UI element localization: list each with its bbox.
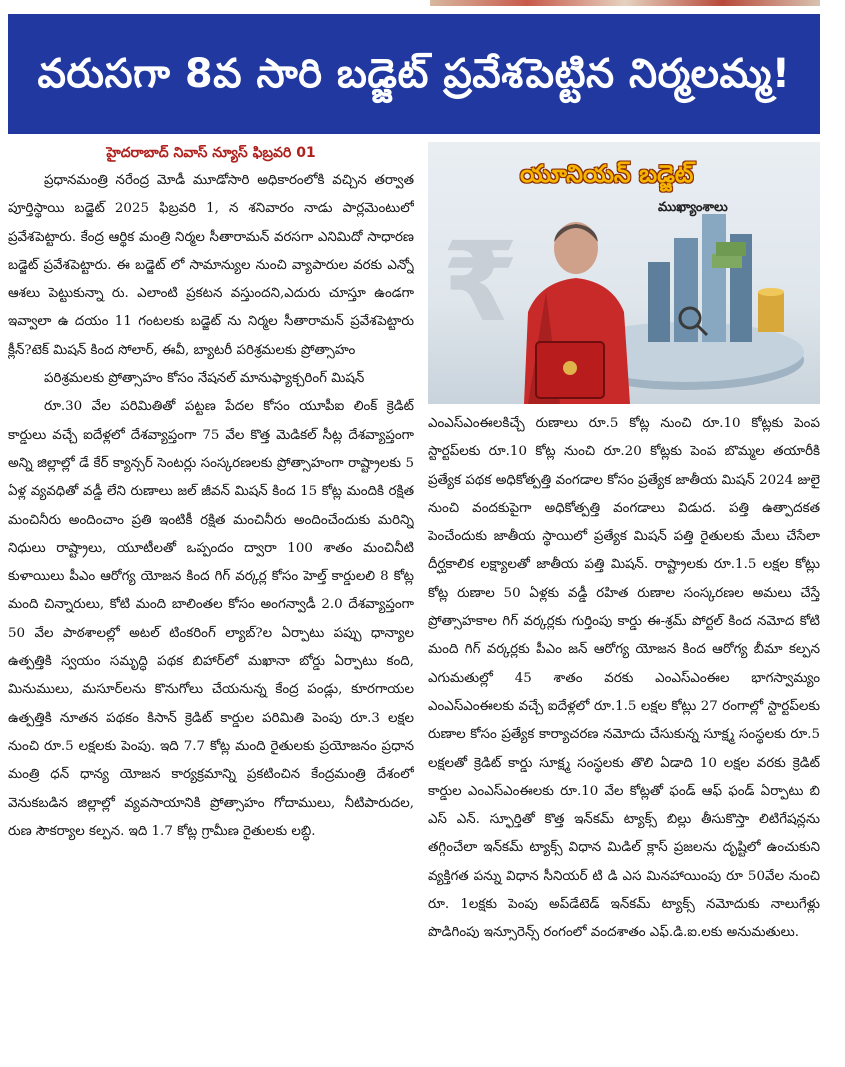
paragraph-intro: ప్రధానమంత్రి నరేంద్ర మోడీ మూడోసారి అధికారంలోకి వచ్చిన తర్వాత పూర్తిస్థాయి బడ్జెట్ 2025 ఫిబ్రవరి 1, న శనివారం నాడు పార్లమెంటులో ప్రవేశపెట్టారు. కేంద్ర ఆర్థిక మంత్రి నిర్మల సీతారామన్ వరసగా ఎనిమిదో సాధారణ బడ్జెట్ ప్రవేశపెట్టారు. ఈ బడ్జెట్ లో సామాన్యుల నుంచి వ్యాపారుల వరకు ఎన్నో ఆశలు పెట్టుకున్నా రు. ఎలాంటి ప్రకటన వస్తుందని,ఎదురు చూస్తూ ఉండగా ఇవ్వాలా ఉ దయం 11 గంటలకు బడ్జెట్ ను నిర్మల సీతారామన్ ప్రవేశపెట్టారు క్లీన్?టెక్ మిషన్ కింద సోలార్, ఈవీ, బ్యాటరీ పరిశ్రమలకు ప్రోత్సాహం bbox=[8, 173, 414, 358]
left-column bbox=[8, 142, 414, 1062]
headline-banner bbox=[8, 14, 820, 134]
paragraph-manufacturing: పరిశ్రమలకు ప్రోత్సాహం కోసం నేషనల్ మానుఫ్యాక్చరింగ్ మిషన్ bbox=[44, 371, 365, 387]
rupee-icon: ₹ bbox=[442, 218, 519, 346]
paragraph-highlights: రూ.30 వేల పరిమితితో పట్టణ పేదల కోసం యూపీఐ లింక్ క్రెడిట్ కార్డులు వచ్చే ఐదేళ్లలో దేశవ్యాప్తంగా 75 వేల కొత్త మెడికల్ సీట్ల దేశవ్యాప్తంగా అన్ని జిల్లాల్లో డే కేర్ క్యాన్సర్ సెంటర్లు సంస్కరణలకు ప్రోత్సాహంగా రాష్ట్రాలకు 5 ఏళ్ల వ్యవధితో వడ్డీ లేని రుణాలు జల్ జీవన్ మిషన్ కింద 15 కోట్ల మందికి రక్షిత మంచినీరు అందించాం ప్రతి ఇంటికీ రక్షిత మంచినీరు అందించేందుకు మరిన్ని నిధులు రాష్ట్రాలు, యూటీలతో ఒప్పందం ద్వారా 100 శాతం మంచినీటి కుళాయిలు పీఎం ఆరోగ్య యోజన కింద గిగ్ వర్కర్ల కోసం హెల్త్ కార్డులలి 8 కోట్ల మంది చిన్నారులు, కోటి మంది బాలింతల కోసం అంగన్వాడీ 2.0 దేశవ్యాప్తంగా 50 వేల పాఠశాలల్లో అటల్ టింకరింగ్ ల్యాబ్?ల ఏర్పాటు పప్పు ధాన్యాల ఉత్పత్తికి స్వయం సమృద్ధి పథక బిహార్‌లో మఖానా బోర్డు ఏర్పాటు కంది, మినుములు, మసూర్‌లను కొనుగోలు చేయనున్న కేంద్ర పండ్లు, కూరగాయల ఉత్పత్తికి నూతన పథకం కిసాన్ క్రెడిట్ కార్డుల పరిమితి పెంపు రూ.3 లక్షల నుంచి రూ.5 లక్షలకు పెంపు. ఇది 7.7 కోట్ల మంది రైతులకు ప్రయోజనం ప్రధాన మంత్రి ధన్ ధాన్య యోజన కార్యక్రమాన్ని ప్రకటించిన కేంద్రమంత్రి దేశంలో వెనుకబడిన జిల్లాల్లో వ్యవసాయానికి ప్రోత్సాహం గోదాములు, నీటిపారుదల, రుణ సౌకర్యాల కల్పన. ఇది 1.7 కోట్ల గ్రామీణ రైతులకు లబ్ధి. bbox=[8, 399, 414, 839]
coin-stack-icon bbox=[758, 292, 784, 332]
right-column bbox=[428, 142, 820, 1062]
cash-bundle-icon bbox=[712, 254, 742, 268]
hero-title: యూనియన్ బడ్జెట్ bbox=[520, 160, 694, 188]
top-strip bbox=[0, 0, 845, 12]
bar-tower bbox=[648, 262, 670, 342]
previous-photo-edge bbox=[430, 0, 820, 6]
headline: వరుసగా 8వ సారి బడ్జెట్ ప్రవేశపెట్టిన నిర్మలమ్మ! bbox=[37, 51, 791, 97]
bar-tower bbox=[702, 214, 726, 342]
hero-subtitle: ముఖ్యాంశాలు bbox=[658, 200, 728, 215]
dateline: హైదరాబాద్ నివాస్ న్యూస్ ఫిబ్రవరి 01 bbox=[106, 145, 316, 161]
paragraph-right: ఎంఎస్ఎంఈలకిచ్చే రుణాలు రూ.5 కోట్ల నుంచి రూ.10 కోట్లకు పెంప స్టార్టప్‌లకు రూ.10 కోట్ల నుంచి రూ.20 కోట్లకు పెంప బొమ్మల తయారీకి ప్రత్యేక పథక అధికోత్పత్తి వంగడాల కోసం ప్రత్యేక జాతీయ మిషన్ 2024 జులై నుంచి వందకుపైగా అధికోత్పత్తి వంగడాలు విడుద. పత్తి ఉత్పాదకత పెంచేందుకు జాతీయ స్థాయిలో ప్రత్యేక మిషన్ పత్తి రైతులకు మేలు చేసేలా దీర్ఘకాలిక లక్ష్యాలతో జాతీయ పత్తి మిషన్. రాష్ట్రాలకు రూ.1.5 లక్షల కోట్లు కోట్ల రుణాల 50 ఏళ్లకు వడ్డీ రహిత రుణాల సంస్కరణల అమలు చేస్తే ప్రోత్సాహకాల గిగ్ వర్కర్లకు గుర్తింపు కార్డు ఈ-శ్రమ్ పోర్టల్ కింద నమోద కోటి మంది గిగ్ వర్కర్లకు పీఎం జన్ ఆరోగ్య యోజన కింద ఆరోగ్య బీమా కల్పన ఎగుమతుల్లో 45 శాతం వరకు ఎంఎస్ఎంఈల భాగస్వామ్యం ఎంఎస్ఎంఈలకు వచ్చే ఐదేళ్లలో రూ.1.5 లక్షల కోట్లు 27 రంగాల్లో స్టార్టప్‌లకు రుణాల కోసం ప్రత్యేక కార్యాచరణ నమోదు చేసుకున్న సూక్ష్మ సంస్థలకు రూ.5 లక్షలతో క్రెడిట్ కార్డు సూక్ష్మ సంస్థలకు తొలి ఏడాది 10 లక్షల వరకు క్రెడిట్ కార్డుల ఎంఎస్ఎంఈలకు రూ.10 వేల కోట్లతో ఫండ్ ఆఫ్ ఫండ్ ఏర్పాటు బి ఎస్ ఎన్. స్ఫూర్తితో కొత్త ఇన్‌కమ్ ట్యాక్స్ బిల్లు తీసుకొస్తా లిటిగేషన్లను తగ్గించేలా ఇన్‌కమ్ ట్యాక్స్ విధాన మిడిల్ క్లాస్ ప్రజలను దృష్టిలో ఉంచుకుని వ్యక్తిగత పన్ను విధాన సీనియర్ టి డి ఎస మినహాయింపు రూ 50వేల నుంచి రూ. 1లక్షకు పెంపు అప్‌డేటెడ్ ఇన్‌కమ్ ట్యాక్స్ నమోదుకు నాలుగేళ్లు పొడిగింపు ఇన్సూరెన్స్ రంగంలో వందశాతం ఎఫ్.డి.ఐ.లకు అనుమతులు. bbox=[428, 416, 820, 941]
budget-hero-image bbox=[428, 142, 820, 404]
